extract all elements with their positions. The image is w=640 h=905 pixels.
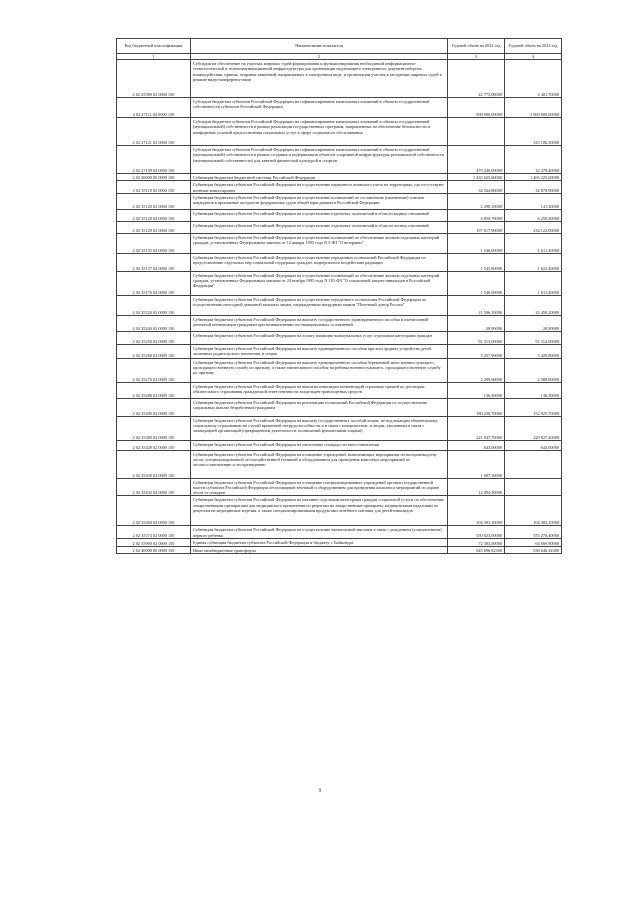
- row-code: 2 02 35900 02 0000 150: [117, 538, 191, 546]
- table-row: [117, 450, 562, 478]
- row-code: 2 02 35176 02 0000 150: [117, 271, 191, 295]
- row-code: 2 02 27121 02 0000 150: [117, 118, 191, 146]
- row-name: Субвенции бюджетам субъектов Российской Федерации на выплату единовременного пособия беременной жене военнослужащего, проходящего военную службу по призыву, а также ежемесячного пособия на ребенка военнослужащего, проходящего военную службу по призыву: [191, 358, 448, 382]
- row-name: Субсидии на обеспечение на участках мировых судей формирования и функционирования необходимой информационно-технологической и телекоммуникационной инфраструктуры для организации надлежащего электронного документооборота, взаимодействия, приема, отправки заявлений, направляемых в электронном виде, и организации участия в заседаниях мировых судей в режиме видео-конференц-связи: [191, 60, 448, 98]
- row-value-2023: 136,30000: [505, 382, 562, 398]
- row-value-2022: 28,90000: [448, 315, 505, 331]
- table-body: [117, 60, 562, 554]
- row-code: 2 02 27111 02 0000 150: [117, 98, 191, 118]
- row-value-2022: 21 596,10000: [448, 295, 505, 315]
- row-value-2023: 234 122,00000: [505, 221, 562, 233]
- row-value-2022: 197 617,90000: [448, 221, 505, 233]
- table-row: [117, 221, 562, 233]
- row-code: 2 02 35280 02 0000 150: [117, 382, 191, 398]
- table-row: [117, 440, 562, 450]
- table-row: [117, 98, 562, 118]
- row-name: Субвенции бюджетам субъектов Российской Федерации на оплату жилищно-коммунальных услуг отдельным категориям граждан: [191, 331, 448, 344]
- table-row: [117, 398, 562, 416]
- row-code: 2 02 35429 02 0000 150: [117, 440, 191, 450]
- row-value-2022: 2 299,60000: [448, 358, 505, 382]
- row-code: 2 02 30000 00 0000 150: [117, 174, 191, 181]
- row-value-2023: 104 383,10000: [505, 496, 562, 526]
- table-row: [117, 416, 562, 440]
- row-value-2023: 34 878,90000: [505, 181, 562, 193]
- table-row: [117, 526, 562, 538]
- row-value-2023: 5 429,80000: [505, 344, 562, 358]
- row-value-2022: 136,30000: [448, 382, 505, 398]
- colnum-3: 3: [448, 54, 505, 60]
- row-name: Субвенции бюджетам субъектов Российской Федерации на оснащение специализированных учреждений органов государственной власти субъектов Российской Федерации лесопожарной техникой и оборудованием для проведения комплекса мероприятий по охране лесов от пожаров: [191, 478, 448, 496]
- table-row: [117, 181, 562, 193]
- row-code: 2 02 35220 02 0000 150: [117, 295, 191, 315]
- row-value-2023: [505, 478, 562, 496]
- row-name: Субвенции бюджетам субъектов Российской Федерации на осуществление полномочий по обеспечению жильем отдельных категорий граждан, установленных Федеральным законом от 24 ноября 1995 года N 181-ФЗ "О социальной защите инвалидов в Российской Федерации": [191, 271, 448, 295]
- row-value-2023: 64 569,90000: [505, 538, 562, 546]
- row-value-2023: 91 312,00000: [505, 331, 562, 344]
- table-row: [117, 174, 562, 181]
- row-value-2022: 72 383,50000: [448, 538, 505, 546]
- row-value-2022: 1 435 625,60000: [448, 174, 505, 181]
- row-value-2023: 538 646,34300: [505, 546, 562, 553]
- row-name: Субсидии бюджетам субъектов Российской Федерации на софинансирование капитальных вложений в объекты государственной собственности субъектов Российской Федерации: [191, 98, 448, 118]
- row-value-2022: 34 524,80000: [448, 181, 505, 193]
- row-value-2023: 32 378,40000: [505, 146, 562, 174]
- row-value-2022: 900 000,00000: [448, 98, 505, 118]
- row-name: Субвенции бюджетам субъектов Российской Федерации на осуществление полномочий по обеспечению жильем отдельных категорий граждан, установленных Федеральным законом от 12 января 1995 года N 5-ФЗ "О ветеранах": [191, 233, 448, 253]
- row-value-2023: 1 465 225,60000: [505, 174, 562, 181]
- row-code: 2 02 35120 02 0000 150: [117, 193, 191, 209]
- row-code: 2 02 35240 02 0000 150: [117, 315, 191, 331]
- row-name: Субвенции бюджетам бюджетной системы Российской Федерации: [191, 174, 448, 181]
- table-row: [117, 253, 562, 271]
- row-name: Субвенции бюджетам субъектов Российской Федерации на осуществление переданного полномочия Российской Федерации по осуществлению ежегодной денежной выплаты лицам, награжденным нагрудным знаком "Почетный донор России": [191, 295, 448, 315]
- colnum-1: 1: [117, 54, 191, 60]
- row-name: Субвенции бюджетам субъектов Российской Федерации на осуществление первичного воинского учета на территориях, где отсутствуют военные комиссариаты: [191, 181, 448, 193]
- table-row: [117, 60, 562, 98]
- row-value-2023: 22 459,20000: [505, 295, 562, 315]
- row-name: Субвенции бюджетам субъектов Российской Федерации на реализацию полномочий Российской Федерации по осуществлению социальных выплат безработным гражданам: [191, 398, 448, 416]
- row-name: Субвенции бюджетам субъектов Российской Федерации на выплаты инвалидам компенсаций страховых премий по договорам обязательного страхования гражданской ответственности владельцев транспортных средств: [191, 382, 448, 398]
- row-value-2023: 1 611,40000: [505, 233, 562, 253]
- page-number: 9: [318, 789, 322, 794]
- row-name: Субвенции бюджетам субъектов Российской Федерации на осуществление ежемесячной выплаты в связи с рождением (усыновлением) первого ребенка: [191, 526, 448, 538]
- table-row: [117, 146, 562, 174]
- header-name: Наименование показателя: [191, 39, 448, 54]
- row-value-2022: 1 543,80000: [448, 253, 505, 271]
- row-code: 2 02 25589 02 0000 150: [117, 60, 191, 98]
- row-code: 2 02 35118 02 0000 150: [117, 181, 191, 193]
- row-code: 2 02 35460 02 0000 150: [117, 496, 191, 526]
- table-row: [117, 358, 562, 382]
- row-value-2022: 1 546,00000: [448, 233, 505, 253]
- row-name: Субвенции бюджетам субъектов Российской Федерации на выплату единовременного пособия при всех формах устройства детей, лишенных родительского попечения, в семью: [191, 344, 448, 358]
- row-name: Субвенции бюджетам субъектов Российской Федерации на осуществление отдельных полномочий в области водных отношений: [191, 209, 448, 221]
- row-code: 2 02 35290 02 0000 150: [117, 398, 191, 416]
- header-2023: Годовой объем на 2023 год: [505, 39, 562, 54]
- row-value-2023: 2 388,90000: [505, 358, 562, 382]
- row-value-2023: 1 623,40000: [505, 253, 562, 271]
- row-name: Субвенции бюджетам субъектов Российской Федерации на выплату государственного единовременного пособия и ежемесячной денежной компенсации гражданам при возникновении поствакцинальных осложнений: [191, 315, 448, 331]
- table-row: [117, 209, 562, 221]
- row-code: 2 02 35432 02 0000 150: [117, 478, 191, 496]
- row-value-2023: 141,30000: [505, 193, 562, 209]
- row-code: 2 02 35380 02 0000 150: [117, 416, 191, 440]
- row-value-2022: 550 623,00000: [448, 526, 505, 538]
- row-name: Субвенции бюджетам субъектов Российской Федерации на осуществление полномочий по составлению (изменению) списков кандидатов в присяжные заседатели федеральных судов общей юрисдикции в Российской Федерации: [191, 193, 448, 209]
- row-value-2023: 6 258,30000: [505, 209, 562, 221]
- row-code: 2 02 35135 02 0000 150: [117, 233, 191, 253]
- row-value-2022: 645 696,82300: [448, 546, 505, 553]
- row-code: 2 02 35573 02 0000 150: [117, 526, 191, 538]
- row-name: Единая субвенция бюджетам субъектов Российской Федерации и бюджету г. Байконура: [191, 538, 448, 546]
- row-value-2022: [448, 118, 505, 146]
- row-value-2022: 1 546,00000: [448, 271, 505, 295]
- row-value-2023: 152 925,70000: [505, 398, 562, 416]
- table-row: [117, 331, 562, 344]
- row-value-2022: 221 947,70000: [448, 416, 505, 440]
- budget-table: [116, 38, 562, 554]
- row-value-2022: 1 607,50000: [448, 450, 505, 478]
- row-value-2022: 22 775,00000: [448, 60, 505, 98]
- row-name: Субсидии бюджетам субъектов Российской Федерации на софинансирование капитальных вложений в объекты государственной (муниципальной) собственности в рамках реализации государственных программ, направленных на обеспечение безопасности и комфортных условий предоставления социальных услуг в сфере социального обслуживания: [191, 118, 448, 146]
- table-row: [117, 193, 562, 209]
- table-row: [117, 271, 562, 295]
- row-value-2023: 555 278,40000: [505, 526, 562, 538]
- row-name: Субсидии бюджетам субъектов Российской Федерации на софинансирование капитальных вложений в объекты государственной (муниципальной) собственности в рамках создания и модернизации объектов спортивной инфраструктуры региональной собственности (муниципальной собственности) для занятий физической культурой и спортом: [191, 146, 448, 174]
- row-name: Иные межбюджетные трансферты: [191, 546, 448, 553]
- row-value-2022: 479 240,00000: [448, 146, 505, 174]
- colnum-2: 2: [191, 54, 448, 60]
- row-name: Субвенции бюджетам субъектов Российской Федерации на оказание отдельным категориям граждан социальной услуги по обеспечению лекарственными препаратами для медицинского применения по рецептам на лекарственные препараты, медицинскими изделиями по рецептам на медицинские изделия, а также специализированными продуктами лечебного питания для детей-инвалидов: [191, 496, 448, 526]
- table-row: [117, 538, 562, 546]
- row-value-2023: 28,90000: [505, 315, 562, 331]
- row-value-2023: 1 611,40000: [505, 271, 562, 295]
- table-row: [117, 233, 562, 253]
- header-code: Код бюджетной классификации: [117, 39, 191, 54]
- row-code: 2 02 35129 02 0000 150: [117, 221, 191, 233]
- row-value-2022: 5 257,90000: [448, 344, 505, 358]
- row-name: Субвенции бюджетам субъектов Российской Федерации на осуществление переданных полномочий Российской Федерации по предоставлению отдельных мер социальной поддержки граждан, подвергшихся воздействию радиации: [191, 253, 448, 271]
- row-code: 2 02 35128 02 0000 150: [117, 209, 191, 221]
- table-row: [117, 344, 562, 358]
- table-row: [117, 496, 562, 526]
- table-row: [117, 478, 562, 496]
- row-code: 2 02 35260 02 0000 150: [117, 344, 191, 358]
- row-value-2022: 180 230,70000: [448, 398, 505, 416]
- table-header-row: [117, 39, 562, 54]
- row-value-2023: 3 900 000,00000: [505, 98, 562, 118]
- row-name: Субвенции бюджетам субъектов Российской Федерации на выплату государственных пособий лицам, не подлежащим обязательному социальному страхованию на случай временной нетрудоспособности и в связи с материнством, и лицам, уволенным в связи с ликвидацией организаций (прекращением деятельности, полномочий физическими лицами): [191, 416, 448, 440]
- table-row: [117, 315, 562, 331]
- row-value-2022: 2 298,10000: [448, 193, 505, 209]
- row-value-2023: 643,00000: [505, 440, 562, 450]
- table-row: [117, 118, 562, 146]
- row-code: 2 02 27139 02 0000 150: [117, 146, 191, 174]
- table-row: [117, 295, 562, 315]
- row-code: 2 02 35137 02 0000 150: [117, 253, 191, 271]
- row-value-2022: 12 494,30000: [448, 478, 505, 496]
- row-value-2022: 91 313,00000: [448, 331, 505, 344]
- colnum-4: 4: [505, 54, 562, 60]
- row-code: 2 02 35250 02 0000 150: [117, 331, 191, 344]
- row-name: Субвенции бюджетам субъектов Российской Федерации на осуществление отдельных полномочий в области лесных отношений: [191, 221, 448, 233]
- row-name: Субвенции бюджетам субъектов Российской Федерации на оснащение учреждений, выполняющих мероприятия по воспроизводству лесов, специализированной лесохозяйственной техникой и оборудованием для проведения комплекса мероприятий по лесовосстановлению и лесоразведению: [191, 450, 448, 478]
- row-value-2023: 4 401,70000: [505, 60, 562, 98]
- row-value-2022: 6 850,70000: [448, 209, 505, 221]
- row-code: 2 02 35270 02 0000 150: [117, 358, 191, 382]
- row-value-2022: 643,00000: [448, 440, 505, 450]
- row-value-2023: [505, 450, 562, 478]
- row-code: 2 02 40000 00 0000 150: [117, 546, 191, 553]
- row-name: Субвенции бюджетам субъектов Российской Федерации на увеличение площади лесовосстановления: [191, 440, 448, 450]
- header-2022: Годовой объем на 2022 год: [448, 39, 505, 54]
- row-value-2023: 323 106,50000: [505, 118, 562, 146]
- table-row: [117, 382, 562, 398]
- row-value-2022: 104 383,10000: [448, 496, 505, 526]
- table-row: [117, 546, 562, 553]
- row-value-2023: 229 827,20000: [505, 416, 562, 440]
- row-code: 2 02 35430 02 0000 150: [117, 450, 191, 478]
